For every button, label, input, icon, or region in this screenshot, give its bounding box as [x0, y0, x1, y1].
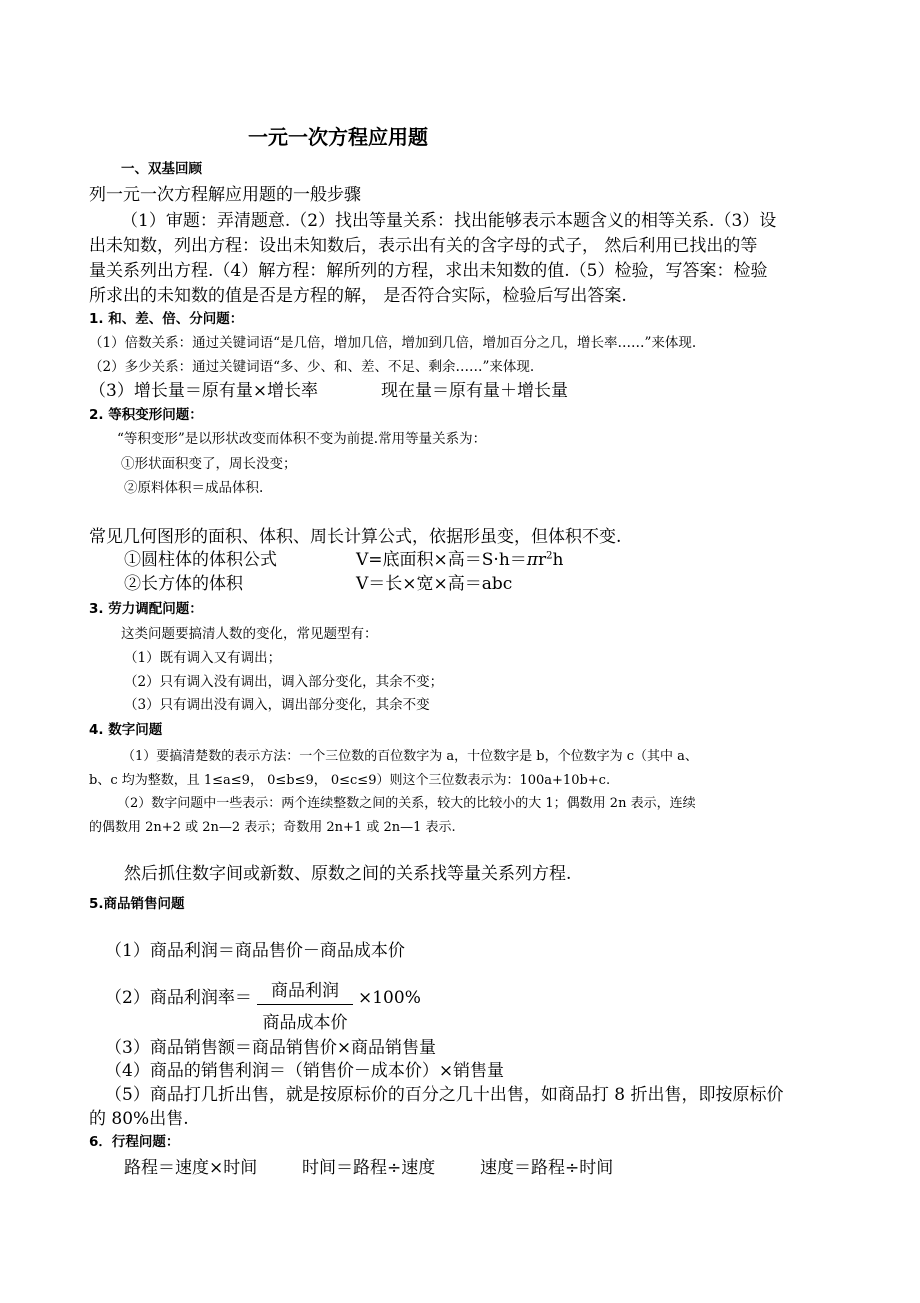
- topic4-line: （2）数字问题中一些表示：两个连续整数之间的关系，较大的比较小的大 1；偶数用 2n 表示，连续: [117, 796, 696, 811]
- cuboid-volume-label: ②长方体的体积: [124, 574, 243, 594]
- topic1-line: （2）多少关系：通过关键词语“多、少、和、差、不足、剩余……”来体现.: [89, 359, 535, 375]
- section-heading-review: 一、双基回顾: [121, 161, 202, 177]
- fraction-numerator: 商品利润: [271, 981, 339, 1001]
- steps-line: （1）审题：弄清题意.（2）找出等量关系：找出能够表示本题含义的相等关系.（3）设: [121, 211, 777, 231]
- topic4-line: 的偶数用 2n+2 或 2n—2 表示；奇数用 2n+1 或 2n—1 表示.: [89, 820, 456, 835]
- topic-heading-6: 6．行程问题：: [89, 1134, 180, 1150]
- growth-formula-increase: （3）增长量＝原有量×增长率: [89, 381, 319, 401]
- topic-heading-1: 1. 和、差、倍、分问题：: [89, 311, 244, 327]
- steps-line: 出未知数，列出方程：设出未知数后，表示出有关的含字母的式子， 然后利用已找出的等: [89, 236, 758, 256]
- sales-profit-formula: （4）商品的销售利润＝（销售价－成本价）×销售量: [105, 1061, 505, 1081]
- topic-heading-2: 2. 等积变形问题：: [89, 407, 203, 423]
- cylinder-volume-formula: V=底面积×高$=S\cdot h=\pi r^2h$: [356, 550, 564, 570]
- topic3-line: （3）只有调出没有调入，调出部分变化，其余不变: [124, 697, 430, 713]
- profit-rate-label: （2）商品利润率＝: [105, 988, 252, 1008]
- section-subheading-steps: 列一元一次方程解应用题的一般步骤: [89, 185, 361, 205]
- document-title: 一元一次方程应用题: [248, 125, 428, 149]
- profit-rate-fraction: [255, 976, 355, 1033]
- topic2-line: ②原料体积＝成品体积.: [124, 480, 264, 496]
- topic3-line: 这类问题要搞清人数的变化，常见题型有：: [121, 626, 378, 642]
- topic1-line: （1）倍数关系：通过关键词语“是几倍，增加几倍，增加到几倍，增加百分之几，增长率……”来体现.: [89, 335, 697, 351]
- formulas-intro: 常见几何图形的面积、体积、周长计算公式，依据形虽变，但体积不变.: [89, 527, 622, 547]
- topic-heading-4: 4. 数字问题: [89, 722, 163, 738]
- topic2-line: ①形状面积变了，周长没变；: [121, 456, 297, 472]
- topic-heading-3: 3. 劳力调配问题：: [89, 601, 203, 617]
- discount-line: 的 80%出售.: [89, 1109, 189, 1129]
- topic4-closing: 然后抓住数字间或新数、原数之间的关系找等量关系列方程.: [124, 864, 572, 884]
- topic4-line: （1）要搞清楚数的表示方法：一个三位数的百位数字为 a，十位数字是 b，个位数字为 c（其中 a、: [122, 749, 698, 764]
- time-formula: 时间＝路程÷速度: [302, 1158, 436, 1178]
- sales-revenue-formula: （3）商品销售额＝商品销售价×商品销售量: [105, 1038, 437, 1058]
- steps-line: 所求出的未知数的值是否是方程的解， 是否符合实际，检验后写出答案.: [89, 286, 627, 306]
- profit-rate-suffix: ×100%: [358, 988, 421, 1008]
- topic4-line: b、c 均为整数，且 1≤a≤9， 0≤b≤9， 0≤c≤9）则这个三位数表示为：100a+10b+c.: [89, 773, 611, 788]
- cylinder-volume-label: ①圆柱体的体积公式: [124, 550, 277, 570]
- discount-line: （5）商品打几折出售，就是按原标价的百分之几十出售，如商品打 8 折出售，即按原标价: [105, 1085, 784, 1105]
- profit-formula: （1）商品利润＝商品售价－商品成本价: [105, 941, 405, 961]
- speed-formula: 速度＝路程÷时间: [480, 1158, 614, 1178]
- growth-formula-current: 现在量＝原有量＋增长量: [381, 381, 568, 401]
- cuboid-volume-formula: V＝长×宽×高＝abc: [356, 574, 513, 594]
- topic2-line: “等积变形”是以形状改变而体积不变为前提.常用等量关系为：: [117, 431, 487, 447]
- topic-heading-5: 5.商品销售问题: [89, 896, 185, 912]
- distance-formula: 路程＝速度×时间: [124, 1158, 258, 1178]
- steps-line: 量关系列出方程.（4）解方程：解所列的方程，求出未知数的值.（5）检验，写答案：检验: [89, 261, 768, 281]
- fraction-denominator: 商品成本价: [262, 1013, 348, 1033]
- topic3-line: （2）只有调入没有调出，调入部分变化，其余不变；: [124, 674, 444, 690]
- topic3-line: （1）既有调入又有调出；: [124, 650, 282, 666]
